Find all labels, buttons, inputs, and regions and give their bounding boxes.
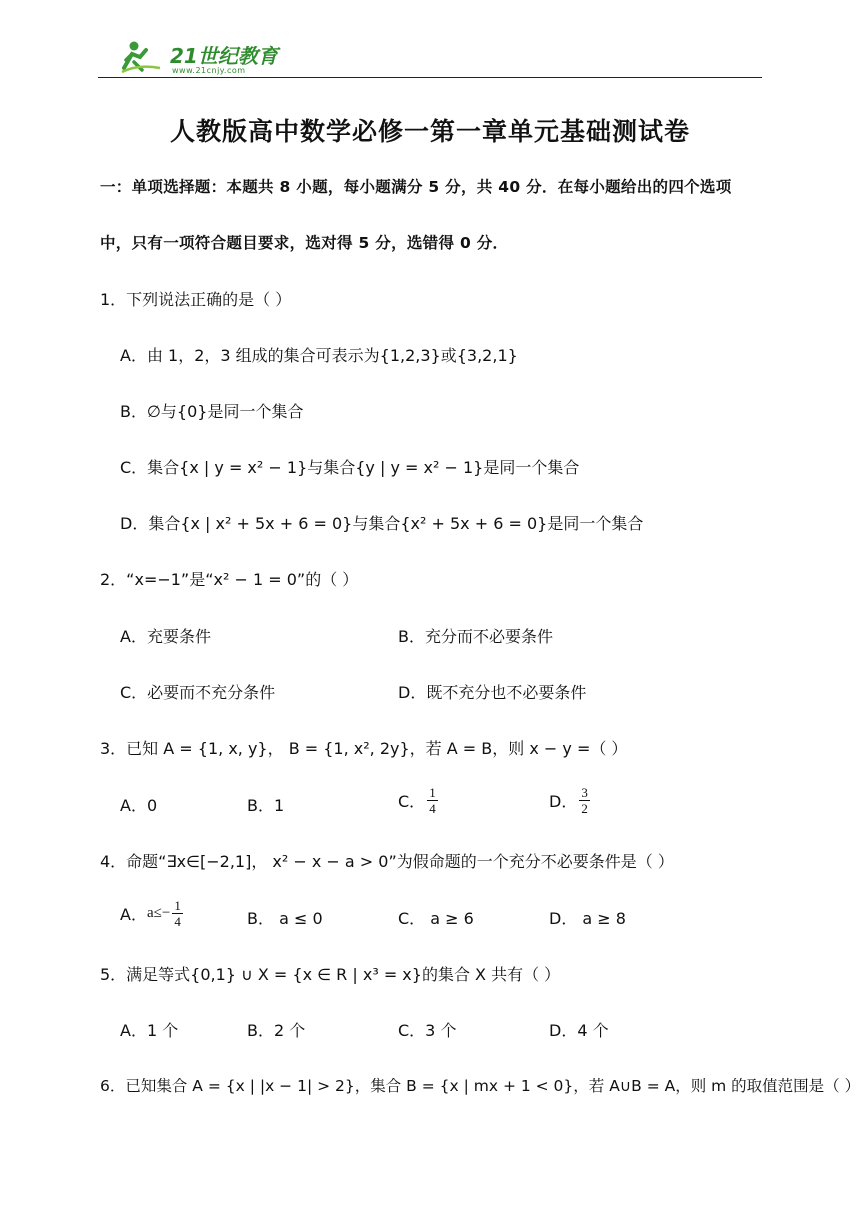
question-3-option-a: A．0 (120, 796, 158, 815)
inequality-prefix: a≤− (146, 905, 171, 921)
numerator: 1 (174, 898, 181, 913)
denominator: 4 (174, 914, 181, 929)
question-4-option-a (120, 898, 185, 929)
question-2-option-b: B．充分而不必要条件 (398, 627, 553, 646)
question-3-stem: 3．已知 A = {1, x, y}， B = {1, x², 2y}，若 A = B，则 x − y =（ ） (100, 739, 628, 758)
option-label: C． (398, 792, 426, 811)
question-5-option-a: A．1 个 (120, 1021, 179, 1040)
question-1-option-b: B．∅与{0}是同一个集合 (120, 402, 304, 421)
logo-text: 21世纪教育 (170, 44, 278, 68)
question-3-option-b: B．1 (247, 796, 285, 815)
question-3-option-c (398, 785, 440, 816)
question-1-option-a: A．由 1，2，3 组成的集合可表示为{1,2,3}或{3,2,1} (120, 346, 518, 365)
question-1-option-d: D．集合{x | x² + 5x + 6 = 0}与集合{x² + 5x + 6 = 0}是同一个集合 (120, 514, 644, 533)
logo-url: www.21cnjy.com (172, 66, 246, 75)
question-4-option-b: B． a ≤ 0 (247, 909, 323, 928)
fraction (427, 785, 438, 816)
numerator: 1 (429, 785, 436, 800)
section-intro-line-1: 一：单项选择题：本题共 8 小题，每小题满分 5 分，共 40 分．在每小题给出的四个选项 (100, 178, 732, 196)
question-2-option-c: C．必要而不充分条件 (120, 683, 276, 702)
question-2-stem: 2．“x=−1”是“x² − 1 = 0”的（ ） (100, 570, 359, 589)
option-label: A． (120, 905, 147, 924)
fraction (172, 898, 183, 929)
option-label: D． (549, 792, 578, 811)
question-5-option-c: C．3 个 (398, 1021, 457, 1040)
question-2-option-a: A．充要条件 (120, 627, 211, 646)
denominator: 4 (429, 801, 436, 816)
fraction (579, 785, 590, 816)
denominator: 2 (581, 801, 588, 816)
numerator: 3 (581, 785, 588, 800)
question-2-option-d: D．既不充分也不必要条件 (398, 683, 587, 702)
question-3-option-d (549, 785, 592, 816)
question-1-option-c: C．集合{x | y = x² − 1}与集合{y | y = x² − 1}是同一个集合 (120, 458, 580, 477)
question-1-stem: 1．下列说法正确的是（ ） (100, 290, 292, 309)
question-5-option-d: D．4 个 (549, 1021, 609, 1040)
question-5-option-b: B．2 个 (247, 1021, 306, 1040)
question-5-stem: 5．满足等式{0,1} ∪ X = {x ∈ R | x³ = x}的集合 X 共有（ ） (100, 965, 561, 984)
section-intro-line-2: 中，只有一项符合题目要求，选对得 5 分，选错得 0 分． (100, 234, 509, 252)
question-6-stem: 6．已知集合 A = {x | |x − 1| > 2}，集合 B = {x | mx + 1 < 0}，若 A∪B = A，则 m 的取值范围是（ ） (100, 1077, 860, 1095)
question-4-option-d: D． a ≥ 8 (549, 909, 626, 928)
header-rule (98, 77, 762, 78)
document-title: 人教版高中数学必修一第一章单元基础测试卷 (169, 117, 690, 146)
question-4-option-c: C． a ≥ 6 (398, 909, 474, 928)
question-4-stem: 4．命题“∃x∈[−2,1]， x² − x − a > 0”为假命题的一个充分不必要条件是（ ） (100, 852, 674, 871)
